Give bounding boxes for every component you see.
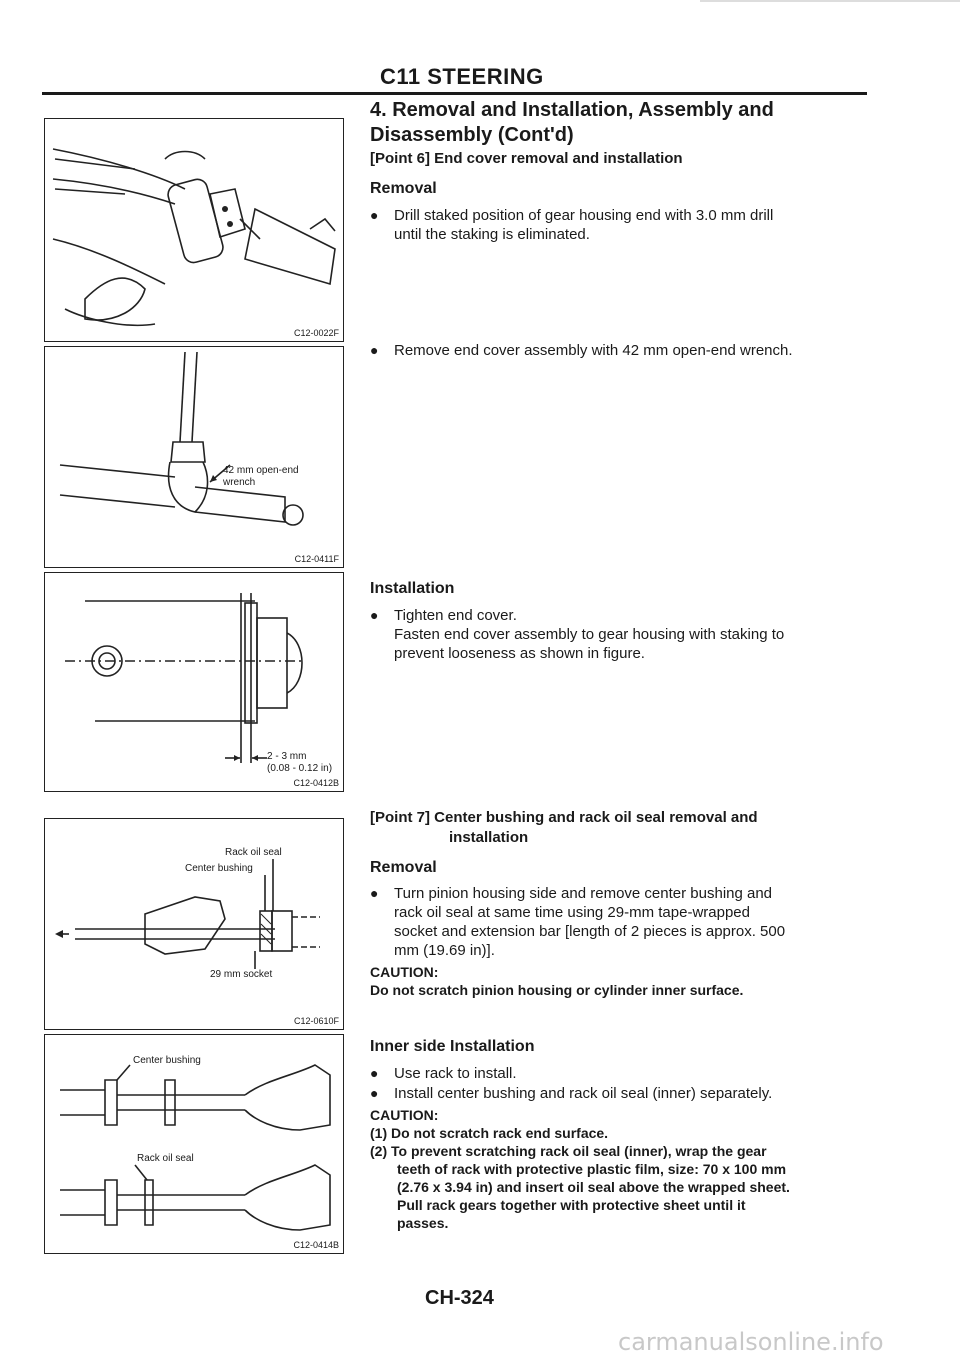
figure-code: C12-0414B xyxy=(293,1240,339,1250)
section-title xyxy=(370,98,870,148)
point6-heading: [Point 6] End cover removal and installation xyxy=(370,150,683,167)
section-title-line1: 4. Removal and Installation, Assembly and xyxy=(370,99,774,121)
bullet-dot: ● xyxy=(370,342,379,358)
bullet-text-line: socket and extension bar [length of 2 pieces is approx. 500 xyxy=(394,923,786,940)
figure-code: C12-0411F xyxy=(294,554,339,564)
point6-removal-heading: Removal xyxy=(370,180,437,197)
bullet-dot: ● xyxy=(370,1085,379,1101)
caution-item: teeth of rack with protective plastic film, size: 70 x 100 mm xyxy=(397,1161,787,1177)
bullet-dot: ● xyxy=(370,607,379,623)
caution-label: CAUTION: xyxy=(370,964,439,980)
seal-removal-illustration xyxy=(45,819,345,1031)
socket-label: 29 mm socket xyxy=(210,969,273,980)
caution-text: Do not scratch pinion housing or cylinder inner surface. xyxy=(370,982,744,998)
watermark: carmanualsonline.info xyxy=(618,1328,884,1356)
center-bushing-label: Center bushing xyxy=(185,863,253,874)
figure-wrench xyxy=(44,346,344,568)
wrench-illustration xyxy=(45,347,345,569)
bullet-dot: ● xyxy=(370,1065,379,1081)
wrench-label-line2: wrench xyxy=(223,477,256,488)
rack-oil-seal-label: Rack oil seal xyxy=(225,847,282,858)
bullet-text-line: Drill staked position of gear housing end with 3.0 mm drill xyxy=(394,207,774,224)
point7-caution xyxy=(370,963,743,999)
figure-code: C12-0022F xyxy=(293,328,339,338)
header-rule xyxy=(42,92,867,95)
point7-heading-line2: installation xyxy=(449,829,529,846)
caution-item: (2.76 x 3.94 in) and insert oil seal above the wrapped sheet. xyxy=(397,1179,790,1195)
figure-code: C12-0610F xyxy=(293,1016,339,1026)
bullet-text-line: Fasten end cover assembly to gear housing with staking to xyxy=(394,626,785,643)
figure-staking xyxy=(44,572,344,792)
bullet-text-line: mm (19.69 in)]. xyxy=(394,942,495,959)
drill-illustration xyxy=(45,119,345,343)
bullet-text-line: rack oil seal at same time using 29-mm tape-wrapped xyxy=(394,904,750,921)
bullet-dot: ● xyxy=(370,885,379,901)
wrench-label-line1: 42 mm open-end xyxy=(223,465,299,476)
point7-bullet-1 xyxy=(370,884,880,964)
figure-seal-removal xyxy=(44,818,344,1030)
bullet-text-line: Install center bushing and rack oil seal (inner) separately. xyxy=(394,1085,773,1102)
staking-label-line1: 2 - 3 mm xyxy=(267,751,307,762)
point7-heading-line1: [Point 7] Center bushing and rack oil seal removal and xyxy=(370,809,758,826)
section-title-line2: Disassembly (Cont'd) xyxy=(370,124,574,146)
center-bushing-label: Center bushing xyxy=(133,1055,201,1066)
installation-illustration xyxy=(45,1035,345,1255)
point6-bullet-2 xyxy=(370,341,880,361)
bullet-dot: ● xyxy=(370,207,379,223)
rack-oil-seal-label: Rack oil seal xyxy=(137,1153,194,1164)
point6-bullet-1 xyxy=(370,206,870,246)
point7-inner-heading: Inner side Installation xyxy=(370,1038,535,1055)
bullet-text-line: Use rack to install. xyxy=(394,1065,517,1082)
caution-item: Pull rack gears together with protective sheet until it xyxy=(397,1197,746,1213)
point7-bullet-3 xyxy=(370,1084,890,1104)
point6-installation-heading: Installation xyxy=(370,580,455,597)
caution-item: (2) To prevent scratching rack oil seal (inner), wrap the gear xyxy=(370,1143,767,1159)
page-header-title: C11 STEERING xyxy=(380,64,544,89)
bullet-text-line: until the staking is eliminated. xyxy=(394,226,590,243)
figure-code: C12-0412B xyxy=(293,778,339,788)
staking-label xyxy=(267,751,332,775)
page-number: CH-324 xyxy=(425,1287,494,1309)
staking-label-line2: (0.08 - 0.12 in) xyxy=(267,763,333,774)
bullet-text-line: Turn pinion housing side and remove center bushing and xyxy=(394,885,773,902)
bullet-text-line: Tighten end cover. xyxy=(394,607,517,624)
figure-drill xyxy=(44,118,344,342)
bullet-text-line: prevent looseness as shown in figure. xyxy=(394,645,645,662)
wrench-label xyxy=(223,465,299,489)
figure-installation xyxy=(44,1034,344,1254)
point7-removal-heading: Removal xyxy=(370,859,437,876)
bullet-text-line: Remove end cover assembly with 42 mm open-end wrench. xyxy=(394,342,793,359)
caution-label: CAUTION: xyxy=(370,1107,439,1123)
caution-item: (1) Do not scratch rack end surface. xyxy=(370,1125,609,1141)
point7-caution-2 xyxy=(370,1106,890,1232)
point6-bullet-3 xyxy=(370,606,880,666)
scan-edge-mark xyxy=(700,0,960,2)
caution-item: passes. xyxy=(397,1215,449,1231)
point7-bullet-2 xyxy=(370,1064,880,1084)
point7-heading xyxy=(370,808,758,848)
